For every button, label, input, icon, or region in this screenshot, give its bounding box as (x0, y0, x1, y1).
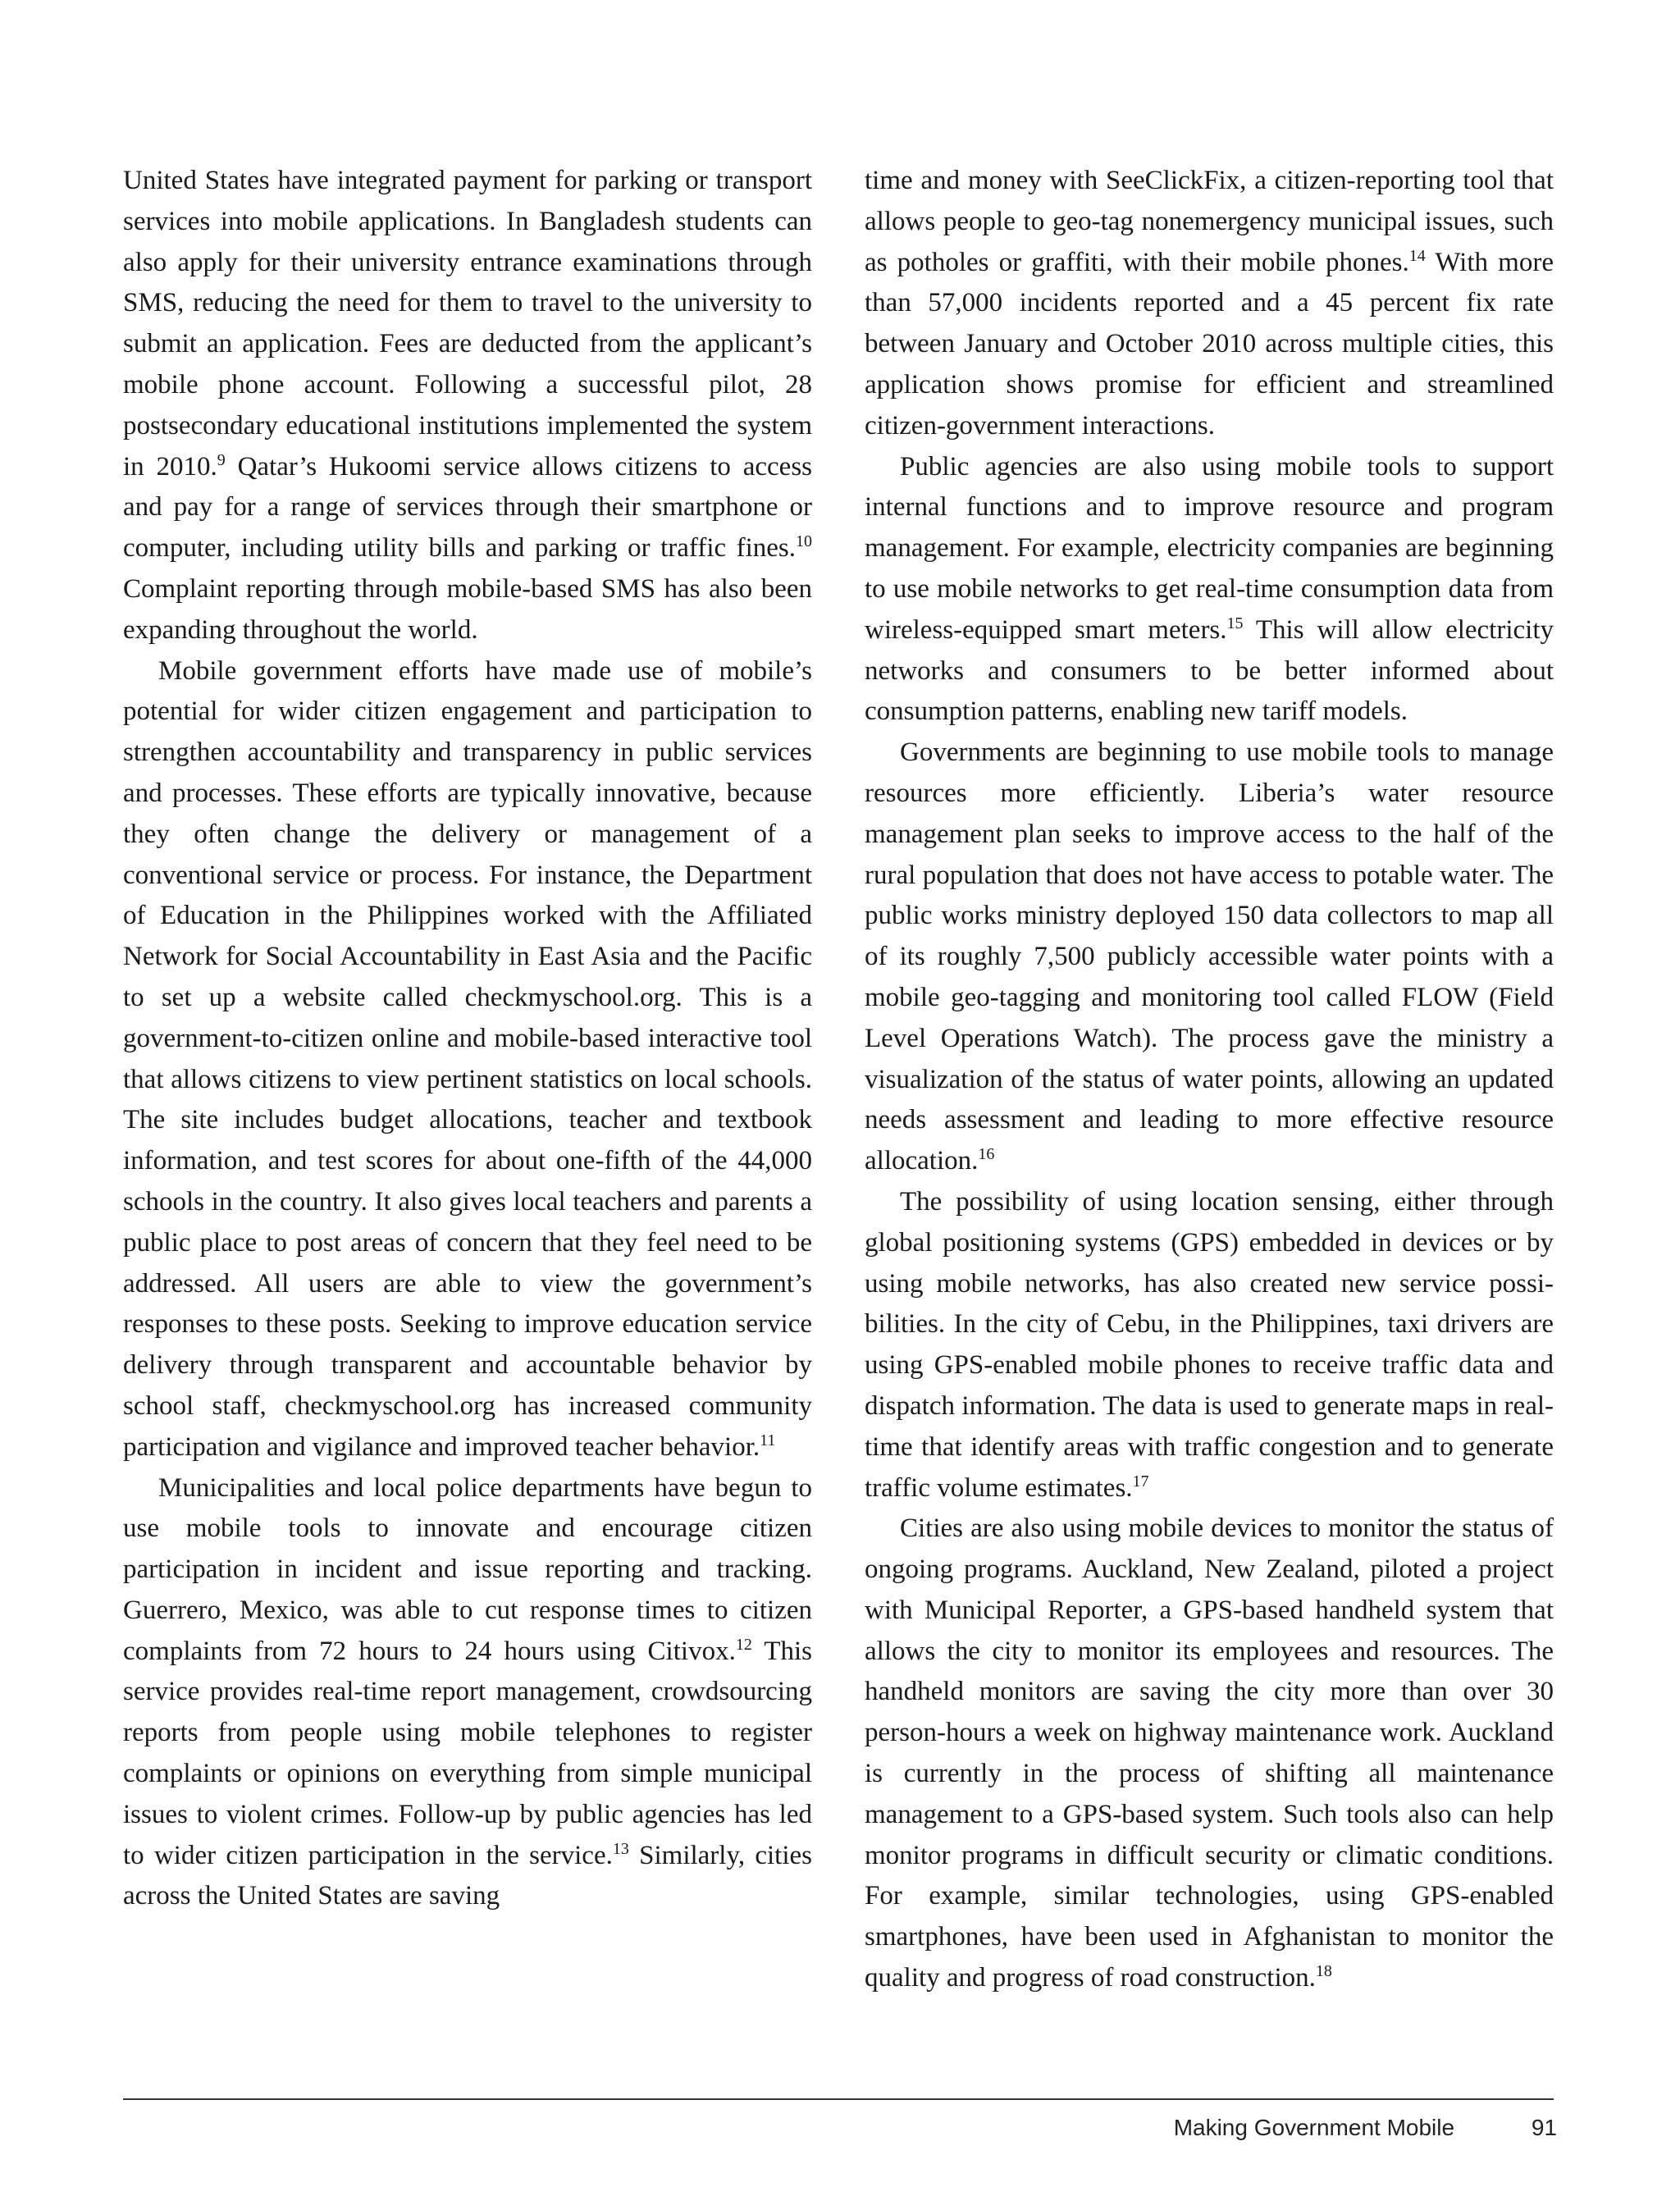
footnote-ref: 14 (1408, 246, 1426, 265)
paragraph (865, 161, 1554, 447)
footnote-ref: 12 (735, 1635, 752, 1654)
footnote-ref: 16 (978, 1145, 995, 1164)
footnote-ref: 15 (1226, 614, 1244, 632)
paragraph-text: Municipalities and local police departments have begun to use mobile tools to innovate and encourage citizen participation in incident and issue reporting and tracking. Guerrero, Mexico, was able to cut response times to citizen complaints from 72 hours to 24 hours using Citivox. (123, 1472, 812, 1666)
paragraph (865, 447, 1554, 733)
left-column (123, 161, 812, 1917)
footnote-ref: 9 (217, 450, 226, 469)
paragraph-text: Governments are beginning to use mobile tools to manage resources more efficiently. Liberia’s water resource management plan seeks to improve access to the half of the rural population that does not have access to potable water. The public works ministry deployed 150 data collectors to map all of its roughly 7,500 publicly accessible water points with a mobile geo-tagging and monitoring tool called FLOW (Field Level Operations Watch). The process gave the ministry a visualization of the status of water points, allowing an updated needs assessment and leading to more effective resource allocation. (865, 737, 1554, 1176)
paragraph-text: Qatar’s Hukoomi service allows citizens to access and pay for a range of services through their smartphone or computer, including utility bills and parking or traffic fines. (123, 451, 813, 564)
paragraph-text: Cities are also using mobile devices to monitor the status of ongoing programs. Auckland, New Zealand, piloted a project with Municipal Reporter, a GPS-based handheld system that allows the city to monitor its employees and resources. The handheld monitors are saving the city more than over 30 person-hours a week on highway maintenance work. Auckland is currently in the process of shifting all maintenance management to a GPS-based system. Such tools also can help monitor programs in difficult security or climatic conditions. For example, similar technologies, using GPS-enabled smartphones, have been used in Afghanistan to monitor the quality and progress of road construction. (865, 1513, 1554, 1993)
page-footer (1174, 2115, 1557, 2141)
paragraph (865, 1509, 1554, 1999)
paragraph (123, 161, 812, 651)
paragraph-text: time and money with SeeClickFix, a citizen-reporting tool that allows people to geo-tag nonemergency municipal issues, such as potholes or graffiti, with their mobile phones. (865, 166, 1554, 277)
paragraph-text: This will allow electricity networks and consumers to be better informed about consumption patterns, enabling new tariff models. (865, 614, 1554, 727)
footnote-ref: 10 (796, 532, 812, 551)
paragraph-text: Complaint reporting through mobile-based SMS has also been expanding throughout the world. (123, 573, 812, 645)
paragraph (123, 651, 812, 1468)
footer-rule (123, 2098, 1554, 2100)
footnote-ref: 13 (612, 1839, 629, 1858)
paragraph-text: The possibility of using location sensing, either through global positioning systems (GPS) embedded in devices or by using mobile networks, has also created new service possibilities. In the city of Cebu, in the Philippines, taxi drivers are using GPS-enabled mobile phones to receive traffic data and dispatch information. The data is used to generate maps in real-time that identify areas with traffic congestion and to generate traffic volume estimates. (865, 1186, 1554, 1503)
page-number: 91 (1531, 2115, 1557, 2140)
right-column (865, 161, 1554, 1999)
footnote-ref: 18 (1315, 1962, 1332, 1981)
paragraph (865, 733, 1554, 1182)
paragraph-text: Similarly, cities across the United States are saving (123, 1840, 812, 1911)
running-title: Making Government Mobile (1173, 2115, 1455, 2140)
paragraph-text: With more than 57,000 incidents reported and a 45 percent fix rate between January and October 2010 across multiple cities, this application shows promise for efficient and streamlined citizen-government interactions. (865, 247, 1554, 441)
paragraph-text: Public agencies are also using mobile tools to support internal functions and to improve resource and program management. For example, electricity companies are beginning to use mobile networks to get real-time consumption data from wireless-equipped smart meters. (865, 451, 1554, 645)
paragraph-text: United States have integrated payment for parking or transport services into mobile applications. In Bangladesh students can also apply for their university entrance examinations through SMS, reducing the need for them to travel to the university to submit an application. Fees are deducted from the applicant’s mobile phone account. Following a successful pilot, 28 postsecondary educational institutions implemented the system in 2010. (123, 166, 812, 482)
footnote-ref: 11 (760, 1431, 776, 1449)
paragraph (123, 1468, 812, 1918)
paragraph-text: This service provides real-time report management, crowdsourcing reports from people using mobile telephones to register complaints or opinions on everything from simple municipal issues to violent crimes. Follow-up by public agencies has led to wider citizen participation in the service. (123, 1636, 812, 1870)
paragraph-text: Mobile government efforts have made use of mobile’s potential for wider citizen engagement and participation to strengthen accountability and transparency in public services and processes. These efforts are typically innovative, because they often change the delivery or management of a conventional service or process. For instance, the Department of Education in the Philippines worked with the Affiliated Network for Social Accountability in East Asia and the Pacific to set up a website called checkmyschool.org. This is a government-to-citizen online and mobile-based interactive tool that allows citizens to view pertinent statistics on local schools. The site includes budget allocations, teacher and textbook information, and test scores for about one-fifth of the 44,000 schools in the country. It also gives local teachers and parents a public place to post areas of concern that they feel need to be addressed. All users are able to view the government’s responses to these posts. Seeking to improve education service delivery through transparent and accountable behavior by school staff, checkmyschool.org has increased community participation and vigilance and improved teacher behavior. (123, 655, 812, 1462)
footnote-ref: 17 (1132, 1472, 1149, 1491)
paragraph (865, 1182, 1554, 1509)
